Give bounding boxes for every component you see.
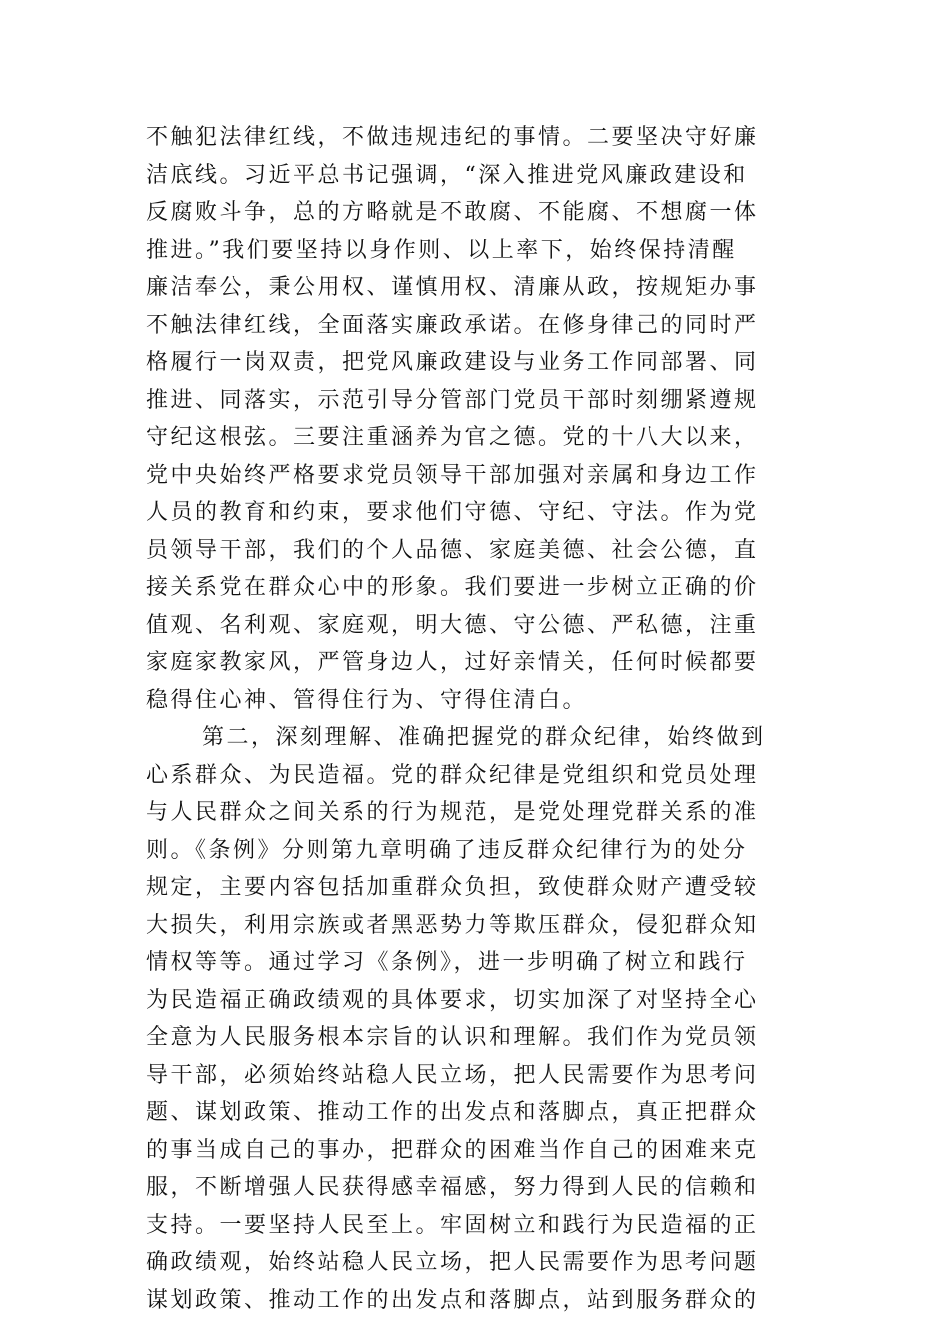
text-line: 的事当成自己的事办，把群众的困难当作自己的困难来克 [146, 1137, 759, 1163]
text-line: 廉洁奉公，秉公用权、谨慎用权、清廉从政，按规矩办事 [146, 275, 759, 300]
text-line: 稳得住心神、管得住行为、守得住清白。 [146, 687, 588, 713]
text-line: 大损失，利用宗族或者黑恶势力等欺压群众，侵犯群众知 [146, 912, 759, 938]
text-line: 确政绩观，始终站稳人民立场，把人民需要作为思考问题 [146, 1250, 759, 1275]
text-line: 题、谋划政策、推动工作的出发点和落脚点，真正把群众 [146, 1100, 759, 1125]
text-line: 人员的教育和约束，要求他们守德、守纪、守法。作为党 [146, 500, 759, 525]
text-line: 守纪这根弦。三要注重涵养为官之德。党的十八大以来， [146, 425, 759, 450]
body-text [146, 119, 816, 1319]
text-line: 则。《条例》分则第九章明确了违反群众纪律行为的处分 [146, 837, 748, 863]
text-line: 员领导干部，我们的个人品德、家庭美德、社会公德，直 [146, 537, 759, 563]
text-line: 心系群众、为民造福。党的群众纪律是党组织和党员处理 [146, 762, 759, 788]
text-line: 与人民群众之间关系的行为规范，是党处理党群关系的准 [146, 800, 759, 825]
text-line: 全意为人民服务根本宗旨的认识和理解。我们作为党员领 [146, 1025, 759, 1050]
text-line: 情权等等。通过学习《条例》，进一步明确了树立和践行 [146, 950, 748, 975]
text-line: 支持。一要坚持人民至上。牢固树立和践行为民造福的正 [146, 1212, 759, 1238]
text-line: 服，不断增强人民获得感幸福感，努力得到人民的信赖和 [146, 1175, 759, 1200]
text-line: 规定，主要内容包括加重群众负担，致使群众财产遭受较 [146, 875, 759, 900]
text-line: 值观、名利观、家庭观，明大德、守公德、严私德，注重 [146, 612, 759, 638]
text-line: 推进。”我们要坚持以身作则、以上率下，始终保持清醒 [146, 237, 737, 263]
text-line: 接关系党在群众心中的形象。我们要进一步树立正确的价 [146, 575, 759, 600]
text-line: 家庭家教家风，严管身边人，过好亲情关，任何时候都要 [146, 650, 759, 675]
text-line: 党中央始终严格要求党员领导干部加强对亲属和身边工作 [146, 462, 759, 488]
text-line: 推进、同落实，示范引导分管部门党员干部时刻绷紧遵规 [146, 387, 759, 413]
text-line: 不触犯法律红线，不做违规违纪的事情。二要坚决守好廉 [146, 125, 759, 150]
text-line: 导干部，必须始终站稳人民立场，把人民需要作为思考问 [146, 1062, 759, 1088]
text-line: 谋划政策、推动工作的出发点和落脚点，站到服务群众的 [146, 1287, 759, 1313]
paragraph-start-line: 第二，深刻理解、准确把握党的群众纪律，始终做到 [202, 725, 766, 750]
text-line: 不触法律红线，全面落实廉政承诺。在修身律己的同时严 [146, 312, 759, 338]
text-line: 为民造福正确政绩观的具体要求，切实加深了对坚持全心 [146, 987, 759, 1013]
text-line: 反腐败斗争，总的方略就是不敢腐、不能腐、不想腐一体 [146, 200, 759, 225]
text-line: 洁底线。习近平总书记强调，“深入推进党风廉政建设和 [146, 162, 748, 188]
text-line: 格履行一岗双责，把党风廉政建设与业务工作同部署、同 [146, 350, 759, 375]
